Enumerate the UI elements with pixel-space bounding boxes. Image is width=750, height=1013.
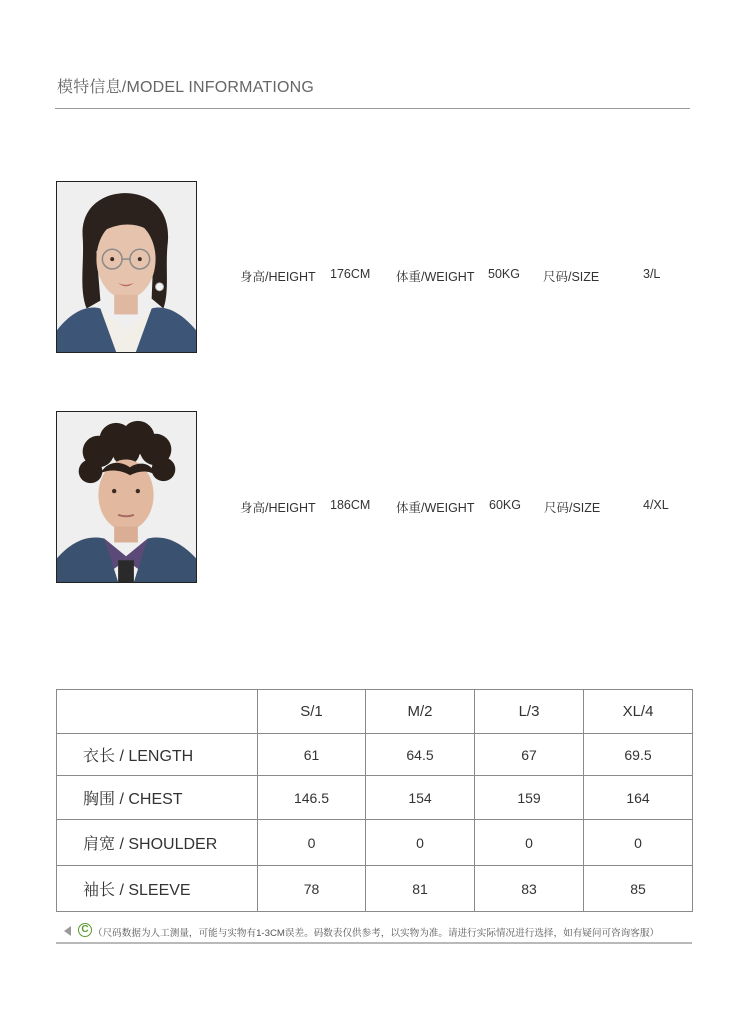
note-text: （尺码数据为人工测量，可能与实物有1-3CM误差。码数表仅供参考，以实物为准。请进行实际情况进行选择，如有疑问可咨询客服）: [93, 928, 660, 939]
header-cell-l: L/3: [475, 690, 584, 734]
triangle-left-icon: [64, 926, 71, 936]
table-cell: 164: [584, 776, 693, 820]
height-value: 186CM: [330, 498, 371, 512]
model-photo-1: [56, 181, 197, 353]
table-cell: 67: [475, 734, 584, 776]
height-label: 身高/HEIGHT: [240, 270, 316, 284]
table-row-shoulder: [57, 820, 693, 866]
weight-label: 体重/WEIGHT: [396, 501, 475, 515]
weight-value: 50KG: [488, 267, 520, 281]
row-label: 肩宽 / SHOULDER: [57, 820, 258, 866]
size-label: 尺码/SIZE: [544, 501, 601, 515]
male-model-portrait-icon: [57, 412, 196, 582]
row-label: 衣长 / LENGTH: [57, 734, 258, 776]
table-cell: 146.5: [258, 776, 366, 820]
female-model-portrait-icon: [57, 182, 196, 352]
table-row-length: [57, 734, 693, 776]
model-card-1: [56, 181, 696, 356]
table-cell: 61: [258, 734, 366, 776]
size-chart-table: [56, 689, 693, 912]
row-label: 袖长 / SLEEVE: [57, 866, 258, 912]
table-cell: 0: [366, 820, 475, 866]
table-row-chest: [57, 776, 693, 820]
height-label: 身高/HEIGHT: [240, 501, 316, 515]
row-label: 胸围 / CHEST: [57, 776, 258, 820]
model-card-2: [56, 411, 696, 586]
table-cell: 81: [366, 866, 475, 912]
table-cell: 0: [475, 820, 584, 866]
table-cell: 0: [584, 820, 693, 866]
header-cell-s: S/1: [258, 690, 366, 734]
table-cell: 159: [475, 776, 584, 820]
copyright-icon: C: [78, 923, 92, 937]
table-cell: 64.5: [366, 734, 475, 776]
weight-value: 60KG: [489, 498, 521, 512]
table-cell: 78: [258, 866, 366, 912]
table-row-sleeve: [57, 866, 693, 912]
table-cell: 83: [475, 866, 584, 912]
header-cell-xl: XL/4: [584, 690, 693, 734]
size-value: 3/L: [643, 267, 661, 281]
size-value: 4/XL: [643, 498, 669, 512]
table-header-row: [57, 690, 693, 734]
measurement-note: [56, 920, 692, 944]
weight-label: 体重/WEIGHT: [396, 270, 475, 284]
section-title: 模特信息/MODEL INFORMATIONG: [57, 79, 315, 96]
model-photo-2: [56, 411, 197, 583]
table-cell: 69.5: [584, 734, 693, 776]
table-cell: 85: [584, 866, 693, 912]
table-cell: 154: [366, 776, 475, 820]
size-label: 尺码/SIZE: [543, 270, 600, 284]
header-cell-m: M/2: [366, 690, 475, 734]
table-cell: 0: [258, 820, 366, 866]
header-cell-empty: [57, 690, 258, 734]
title-divider: [55, 108, 690, 109]
height-value: 176CM: [330, 267, 371, 281]
